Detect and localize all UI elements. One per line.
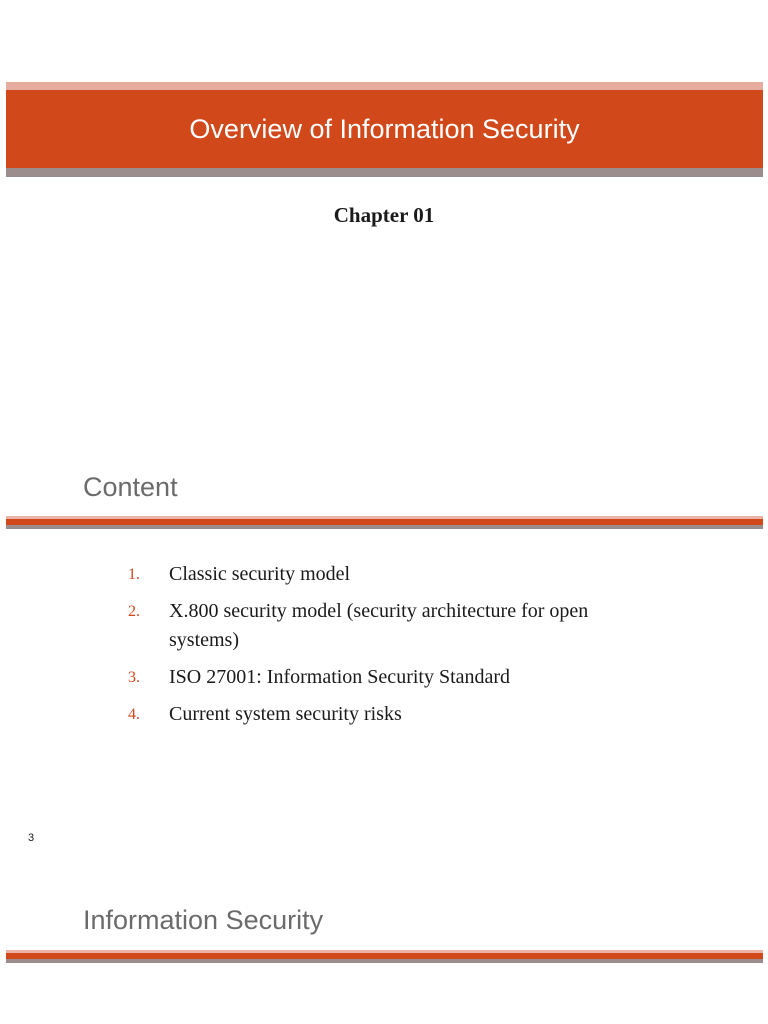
list-item-number: 4. [128, 706, 140, 723]
list-item [128, 560, 648, 589]
list-item-text: Current system security risks [169, 703, 402, 725]
content-rule-gray [6, 525, 763, 529]
title-slide [0, 0, 768, 420]
list-item [128, 700, 648, 729]
content-heading: Content [83, 472, 178, 502]
information-security-heading: Information Security [83, 905, 324, 935]
list-item-number: 3. [128, 669, 140, 686]
list-item [128, 663, 648, 692]
list-item-number: 1. [128, 566, 140, 583]
title-band-bottom-stripe [6, 168, 763, 177]
list-item-text: ISO 27001: Information Security Standard [169, 666, 511, 688]
info-rule-gray [6, 959, 763, 963]
list-item-number: 2. [128, 603, 140, 620]
list-item-text: Classic security model [169, 563, 351, 585]
slide-title: Overview of Information Security [189, 113, 580, 144]
title-band-top-stripe [6, 82, 763, 90]
content-list [128, 560, 648, 737]
list-item-text: X.800 security model (security architecture for open systems) [169, 600, 589, 651]
list-item [128, 597, 648, 655]
slide-subtitle: Chapter 01 [333, 203, 435, 227]
page-number: 3 [28, 832, 35, 844]
